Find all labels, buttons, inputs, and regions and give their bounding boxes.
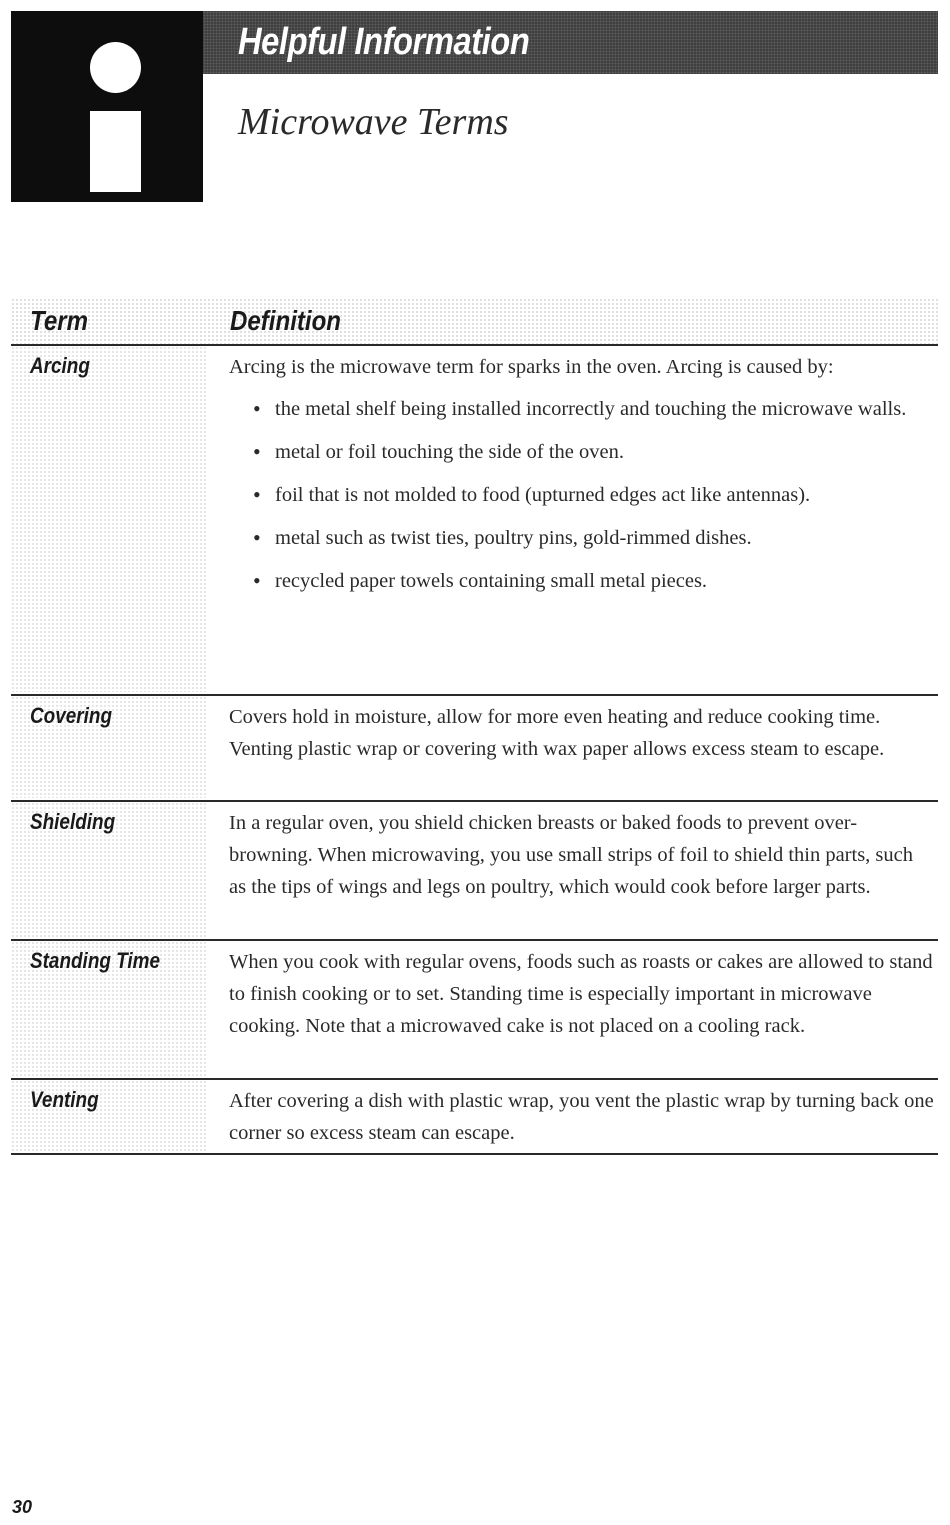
term-row-shielding [11, 802, 938, 941]
term-row-venting [11, 1080, 938, 1155]
info-icon-stem [90, 111, 141, 192]
column-header-definition: Definition [230, 305, 342, 336]
list-item: • recycled paper towels containing small metal pieces. [229, 565, 934, 597]
term-row-standing-time [11, 941, 938, 1080]
list-item: • metal such as twist ties, poultry pins, gold-rimmed dishes. [229, 522, 934, 554]
term-cell [11, 696, 206, 798]
page-number: 30 [12, 1497, 33, 1517]
term-cell [11, 941, 206, 1076]
term-label: Arcing [30, 353, 90, 378]
arcing-causes-list [229, 393, 934, 597]
list-item: • foil that is not molded to food (upturned edges act like antennas). [229, 479, 934, 511]
terms-table-header [11, 298, 938, 346]
list-item: • metal or foil touching the side of the oven. [229, 436, 934, 468]
term-label: Venting [30, 1087, 99, 1112]
definition-cell [229, 701, 934, 765]
definition-text: Covers hold in moisture, allow for more even heating and reduce cooking time. Venting plastic wrap or covering with wax paper allows excess steam to escape. [229, 706, 885, 760]
term-row-covering [11, 696, 938, 802]
list-item: • the metal shelf being installed incorrectly and touching the microwave walls. [229, 393, 934, 425]
term-label: Covering [30, 703, 113, 728]
term-cell [11, 346, 206, 692]
definition-text: In a regular oven, you shield chicken breasts or baked foods to prevent over-browning. When microwaving, you use small strips of foil to shield thin parts, such as the tips of wings and legs on poultry, which would cook before larger parts. [229, 812, 914, 898]
page-heading: Microwave Terms [238, 101, 509, 143]
definition-cell [229, 1085, 934, 1149]
definition-text: Arcing is the microwave term for sparks in the oven. Arcing is caused by: [229, 356, 834, 378]
term-cell [11, 1080, 206, 1151]
term-label: Standing Time [30, 948, 161, 973]
term-row-arcing [11, 346, 938, 696]
definition-text: After covering a dish with plastic wrap, you vent the plastic wrap by turning back one corner so excess steam can escape. [229, 1090, 934, 1144]
info-icon-dot [90, 42, 141, 93]
info-i-icon [11, 11, 203, 202]
definition-cell [229, 351, 934, 608]
definition-text: When you cook with regular ovens, foods such as roasts or cakes are allowed to stand to finish cooking or to set. Standing time is especially important in microwave cooking. Note that a microwaved cake is not placed on a cooling rack. [229, 951, 933, 1037]
definition-cell [229, 807, 934, 903]
column-header-term: Term [30, 305, 88, 336]
definition-cell [229, 946, 934, 1042]
term-cell [11, 802, 206, 937]
term-label: Shielding [30, 809, 116, 834]
section-title: Helpful Information [238, 21, 530, 63]
